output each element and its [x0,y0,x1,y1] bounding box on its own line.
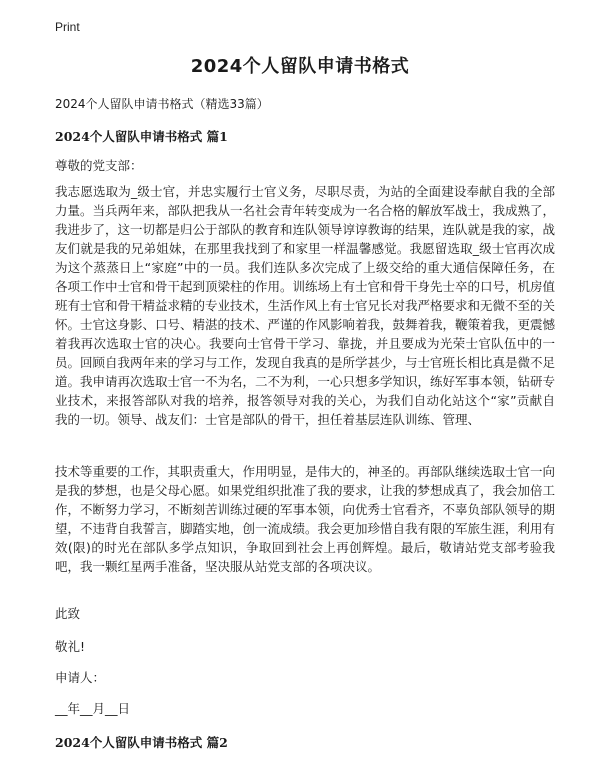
print-link[interactable]: Print [55,20,80,34]
applicant-label: 申请人： [55,670,106,685]
document-subtitle: 2024个人留队申请书格式（精选33篇） [55,97,269,111]
salutation: 尊敬的党支部： [55,158,143,173]
page-title: 2024个人留队申请书格式 [190,56,410,77]
date-line: __年__月__日 [55,701,131,716]
section-heading-2: 2024个人留队申请书格式 篇2 [55,735,228,750]
closing-regards: 敬礼! [55,639,86,654]
body-paragraph-2: 技术等重要的工作，其职责重大，作用明显，是伟大的，神圣的。再部队继续选取士官一向是我的梦想，也是父母心愿。如果党组织批准了我的要求，让我的梦想成真了，我会加倍工作，不断努力学习，不断刻苦训练过硬的军事本领，向优秀士官看齐，不辜负部队领导的期望，不违背自我誓言，脚踏实地，创一流成绩。我会更加珍惜自我有限的军旅生涯，利用有效(限)的时光在部队多学点知识，争取回到社会上再创辉煌。最后，敬请站党支部考验我吧，我一颗红星两手准备，坚决服从站党支部的各项决议。 [55,464,556,574]
closing-salutation: 此致 [55,606,81,621]
section-heading-1: 2024个人留队申请书格式 篇1 [55,129,228,144]
body-paragraph-1: 我志愿选取为_级士官，并忠实履行士官义务，尽职尽责，为站的全面建设奉献自我的全部力量。当兵两年来，部队把我从一名社会青年转变成为一名合格的解放军战士，我成熟了，我进步了，这一切都是归公于部队的教育和连队领导谆谆教诲的结果，连队就是我的家，战友们就是我的兄弟姐妹，在那里我找到了和家里一样温馨感觉。我愿留选取_级士官再次成为这个蒸蒸日上“家庭”中的一员。我们连队多次完成了上级交给的重大通信保障任务，在各项工作中士官和骨干起到顶梁柱的作用。训练场上有士官和骨干身先士卒的口号，机房值班有士官和骨干精益求精的专业技术，生活作风上有士官兄长对我严格要求和无微不至的关怀。士官这身影、口号、精湛的技术、严谨的作风影响着我，鼓舞着我，鞭策着我，更震憾着我再次选取士官的决心。我要向士官骨干学习、靠拢，并且要成为光荣士官队伍中的一员。回顾自我两年来的学习与工作，发现自我真的是所学甚少，与士官班长相比真是微不足道。我申请再次选取士官一不为名，二不为利，一心只想多学知识，练好军事本领，钻研专业技术，来报答部队对我的培养，报答领导对我的关心，为我们自动化站这个“家”贡献自我的一切。领导、战友们：士官是部队的骨干，担任着基层连队训练、管理、 [55,184,556,427]
